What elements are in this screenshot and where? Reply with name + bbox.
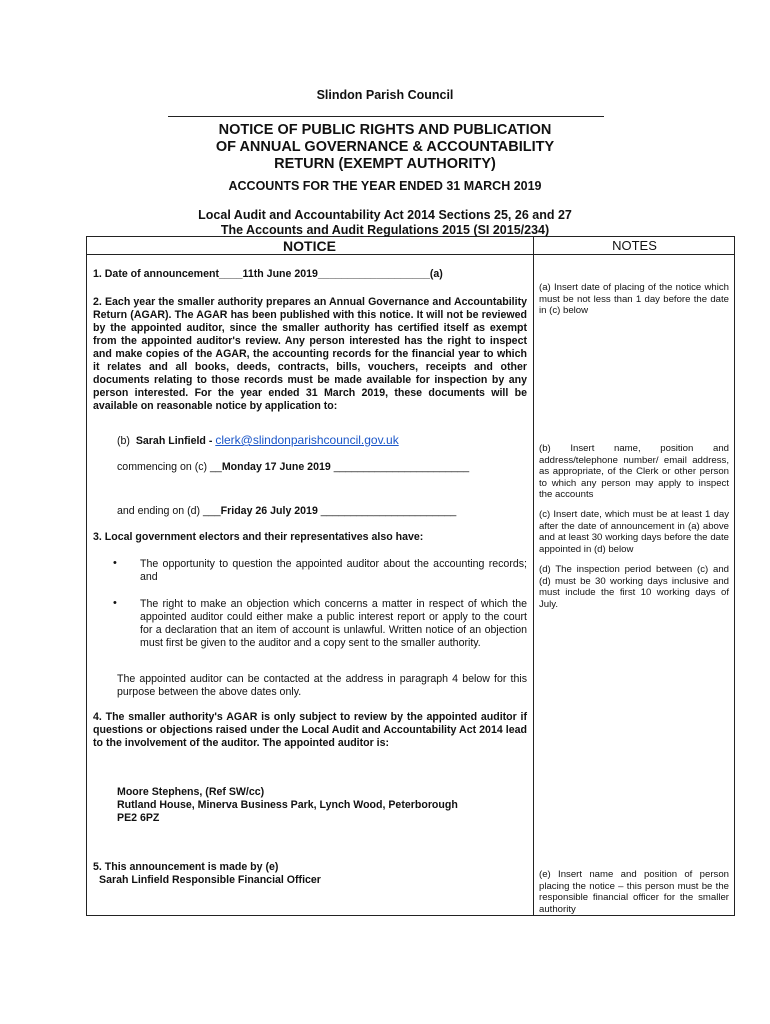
paragraph-4-review: 4. The smaller authority's AGAR is only subject to review by the appointed auditor if questions or objections raised under the Local Audit and Accountability Act 2014 lead to the involvement of the auditor. The appointed auditor is: — [93, 711, 527, 749]
title-line-1: NOTICE OF PUBLIC RIGHTS AND PUBLICATION — [218, 122, 552, 138]
note-b: (b) Insert name, position and address/telephone number/ email address, as appropriate, of the Clerk or other person to which any person may apply to inspect the accounts — [539, 443, 729, 501]
auditor-details — [117, 786, 527, 825]
auditor-postcode: PE2 6PZ — [117, 812, 160, 824]
auditor-address: Rutland House, Minerva Business Park, Lynch Wood, Peterborough — [117, 799, 458, 811]
note-d: (d) The inspection period between (c) and (d) must be 30 working days inclusive and must include the first 10 working days of July. — [539, 564, 729, 610]
announcer-name: Sarah Linfield Responsible Financial Officer — [99, 874, 321, 886]
paragraph-1-date: 1. Date of announcement____11th June 2019___________________(a) — [93, 268, 443, 280]
ending-line — [117, 505, 537, 518]
header-divider — [86, 254, 735, 255]
act-reference: Local Audit and Accountability Act 2014 Sections 25, 26 and 27 — [198, 208, 572, 222]
notice-title — [0, 122, 770, 173]
paragraph-3-rights: 3. Local government electors and their representatives also have: — [93, 531, 424, 543]
column-divider — [533, 236, 534, 916]
note-ref-b: (b) — [117, 435, 130, 447]
council-name: Slindon Parish Council — [316, 88, 454, 102]
contact-line — [117, 434, 537, 448]
regulations-reference: The Accounts and Audit Regulations 2015 (SI 2015/234) — [220, 223, 550, 237]
accounts-year: ACCOUNTS FOR THE YEAR ENDED 31 MARCH 2019 — [228, 179, 542, 193]
notice-heading: NOTICE — [283, 238, 336, 254]
note-c: (c) Insert date, which must be at least 1 day after the date of announcement in (a) above and at least 30 working days before the date appointed in (d) below — [539, 509, 729, 555]
ending-date: Friday 26 July 2019 — [220, 505, 318, 517]
bullet-objection-right: The right to make an objection which concerns a matter in respect of which the appointed auditor could either make a public interest report or apply to the court for a declaration that an item of account is unlawful. Written notice of an objection must first be given to the auditor and a copy sent to the smaller authority. — [140, 598, 527, 649]
commencing-date: Monday 17 June 2019 — [221, 461, 331, 473]
commencing-line — [117, 461, 537, 474]
title-rule — [168, 116, 604, 117]
notes-heading: NOTES — [612, 238, 657, 253]
bullet-icon: • — [113, 557, 117, 569]
bullet-question-auditor: The opportunity to question the appointed auditor about the accounting records; and — [140, 558, 527, 583]
note-a: (a) Insert date of placing of the notice which must be not less than 1 day before the date in (c) below — [539, 282, 729, 317]
announcement-by: 5. This announcement is made by (e) — [93, 861, 279, 873]
commencing-prefix: commencing on (c) __ — [117, 461, 222, 473]
clerk-email-link[interactable]: clerk@slindonparishcouncil.gov.uk — [215, 433, 399, 447]
bullet-icon: • — [113, 597, 117, 609]
title-line-2: OF ANNUAL GOVERNANCE & ACCOUNTABILITY — [215, 139, 555, 155]
paragraph-5-announcement — [93, 861, 527, 887]
paragraph-2-agar: 2. Each year the smaller authority prepares an Annual Governance and Accountability Return (AGAR). The AGAR has been published with this notice. It will not be reviewed by the appointed auditor, since the smaller authority has certified itself as exempt from the appointed auditor's review. Any person interested has the right to inspect and make copies of the AGAR, the accounting records for the financial year to which it relates and all books, deeds, contracts, bills, vouchers, receipts and other documents relating to those records must be made available for inspection by any person interested. For the year ended 31 March 2019, these documents will be available on reasonable notice by application to: — [93, 296, 527, 412]
auditor-name: Moore Stephens, (Ref SW/cc) — [117, 786, 265, 798]
title-line-3: RETURN (EXEMPT AUTHORITY) — [274, 156, 496, 172]
auditor-contact-note: The appointed auditor can be contacted at the address in paragraph 4 below for this purpose between the above dates only. — [117, 673, 527, 698]
ending-blank: _______________________ — [317, 505, 457, 517]
note-e: (e) Insert name and position of person placing the notice – this person must be the responsible financial officer for the smaller authority — [539, 869, 729, 915]
ending-prefix: and ending on (d) ___ — [117, 505, 221, 517]
contact-name: Sarah Linfield - — [135, 435, 216, 447]
commencing-blank: _______________________ — [330, 461, 470, 473]
